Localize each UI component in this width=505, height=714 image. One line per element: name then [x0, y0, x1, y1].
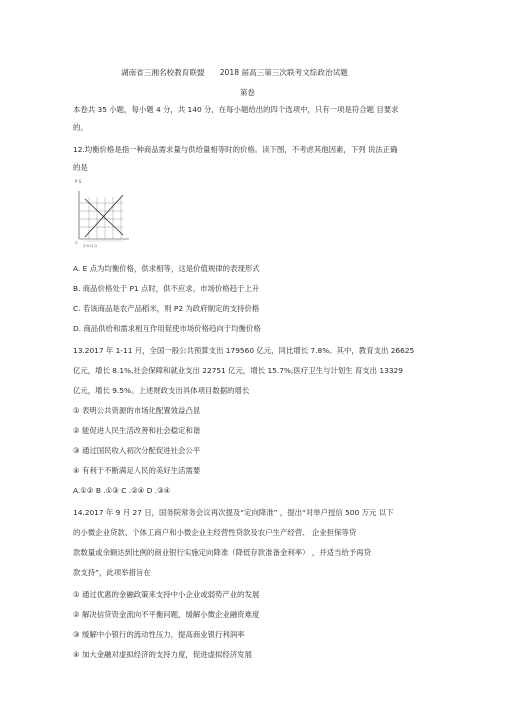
- q12-option-d: D. 商品供给和需求相互作用促使市场价格趋向于均衡价格: [73, 324, 261, 333]
- q13-stem-line-1: 13.2017 年 1-11 月，全国一般公共预算支出 179560 亿元，同比增长 7.8%。其中，教育支出 26625: [73, 346, 415, 355]
- q12-stem-line-1: 12.均衡价格是指一种商品需求量与供给量相等时的价格。读下图，不考虑其他因素，下列 说法正确: [73, 145, 398, 154]
- grid-lines: [79, 197, 123, 239]
- intro-line-2: 的。: [73, 123, 88, 132]
- q13-stem-line-3: 亿元，增长 9.5%。上述财政支出具体项目数据的增长: [73, 386, 250, 395]
- origin-label: O: [75, 241, 78, 245]
- q13-item-3: ③ 通过国民收入初次分配促进社会公平: [73, 446, 201, 455]
- demand-curve: [85, 199, 123, 235]
- q14-stem-line-4: 款支持”，此项举措旨在: [73, 568, 151, 577]
- figure-axis-labels: Q D Q Q: [83, 244, 97, 248]
- q14-item-1: ① 通过优惠的金融政策来支持中小企业或弱势产业的发展: [73, 590, 260, 599]
- q14-stem-line-3: 款数量或余额达到比例的商业银行实施定向降准（降低存款准备金利率） ，并适当给予再贷: [73, 548, 371, 557]
- q12-option-a: A. E 点为均衡价格，供求相等，这是价值规律的表现形式: [73, 264, 260, 273]
- q14-item-3: ③ 缓解中小银行的流动性压力，提高商业银行利润率: [73, 630, 245, 639]
- section-label: 第卷: [240, 88, 255, 97]
- supply-curve: [85, 195, 123, 237]
- figure-top-label: P S: [75, 179, 82, 184]
- q13-choices: A.①② B .①③ C .②④ D .③④: [73, 486, 171, 495]
- exam-title: 湖南省三湘名校教育联盟 2018 届高三第三次联考文综政治试题: [121, 68, 348, 77]
- q13-item-2: ② 能促进人民生活改善和社会稳定和谐: [73, 426, 201, 435]
- q12-option-c: C. 若该商品是农产品稻米，则 P2 为政府制定的支持价格: [73, 304, 260, 313]
- q14-item-4: ④ 加大金融对虚拟经济的支持力度，促进虚拟经济发展: [73, 650, 252, 659]
- q14-stem-line-2: 的小微企业贷款、个体工商户和小微企业主经营性贷款及农户生产经营、 企业担保等贷: [73, 528, 357, 537]
- q13-item-4: ④ 有利于不断满足人民的美好生活需要: [73, 466, 201, 475]
- q14-item-2: ② 解决信贷资金流向不平衡问题，缓解小微企业融资难度: [73, 610, 260, 619]
- intro-line-1: 本卷共 35 小题，每小题 4 分，共 140 分，在每小题给出的四个选项中，只有一项是符合题 目要求: [73, 105, 399, 114]
- q13-stem-line-2: 亿元，增长 8.1%,社会保障和就业支出 22751 亿元，增长 15.7%;医疗卫生与计划生 育支出 13329: [73, 366, 403, 375]
- q12-stem-line-2: 的是: [73, 163, 88, 172]
- q13-item-1: ① 表明公共资源的市场化配置效益凸显: [73, 406, 201, 415]
- supply-demand-figure: [73, 177, 133, 249]
- q14-stem-line-1: 14.2017 年 9 月 27 日，国务院常务会议再次提及“定向降准” ，提出“对单户授信 500 万元 以下: [73, 508, 394, 517]
- q12-option-b: B. 商品价格处于 P1 点时，供不应求，市场价格趋于上升: [73, 284, 260, 293]
